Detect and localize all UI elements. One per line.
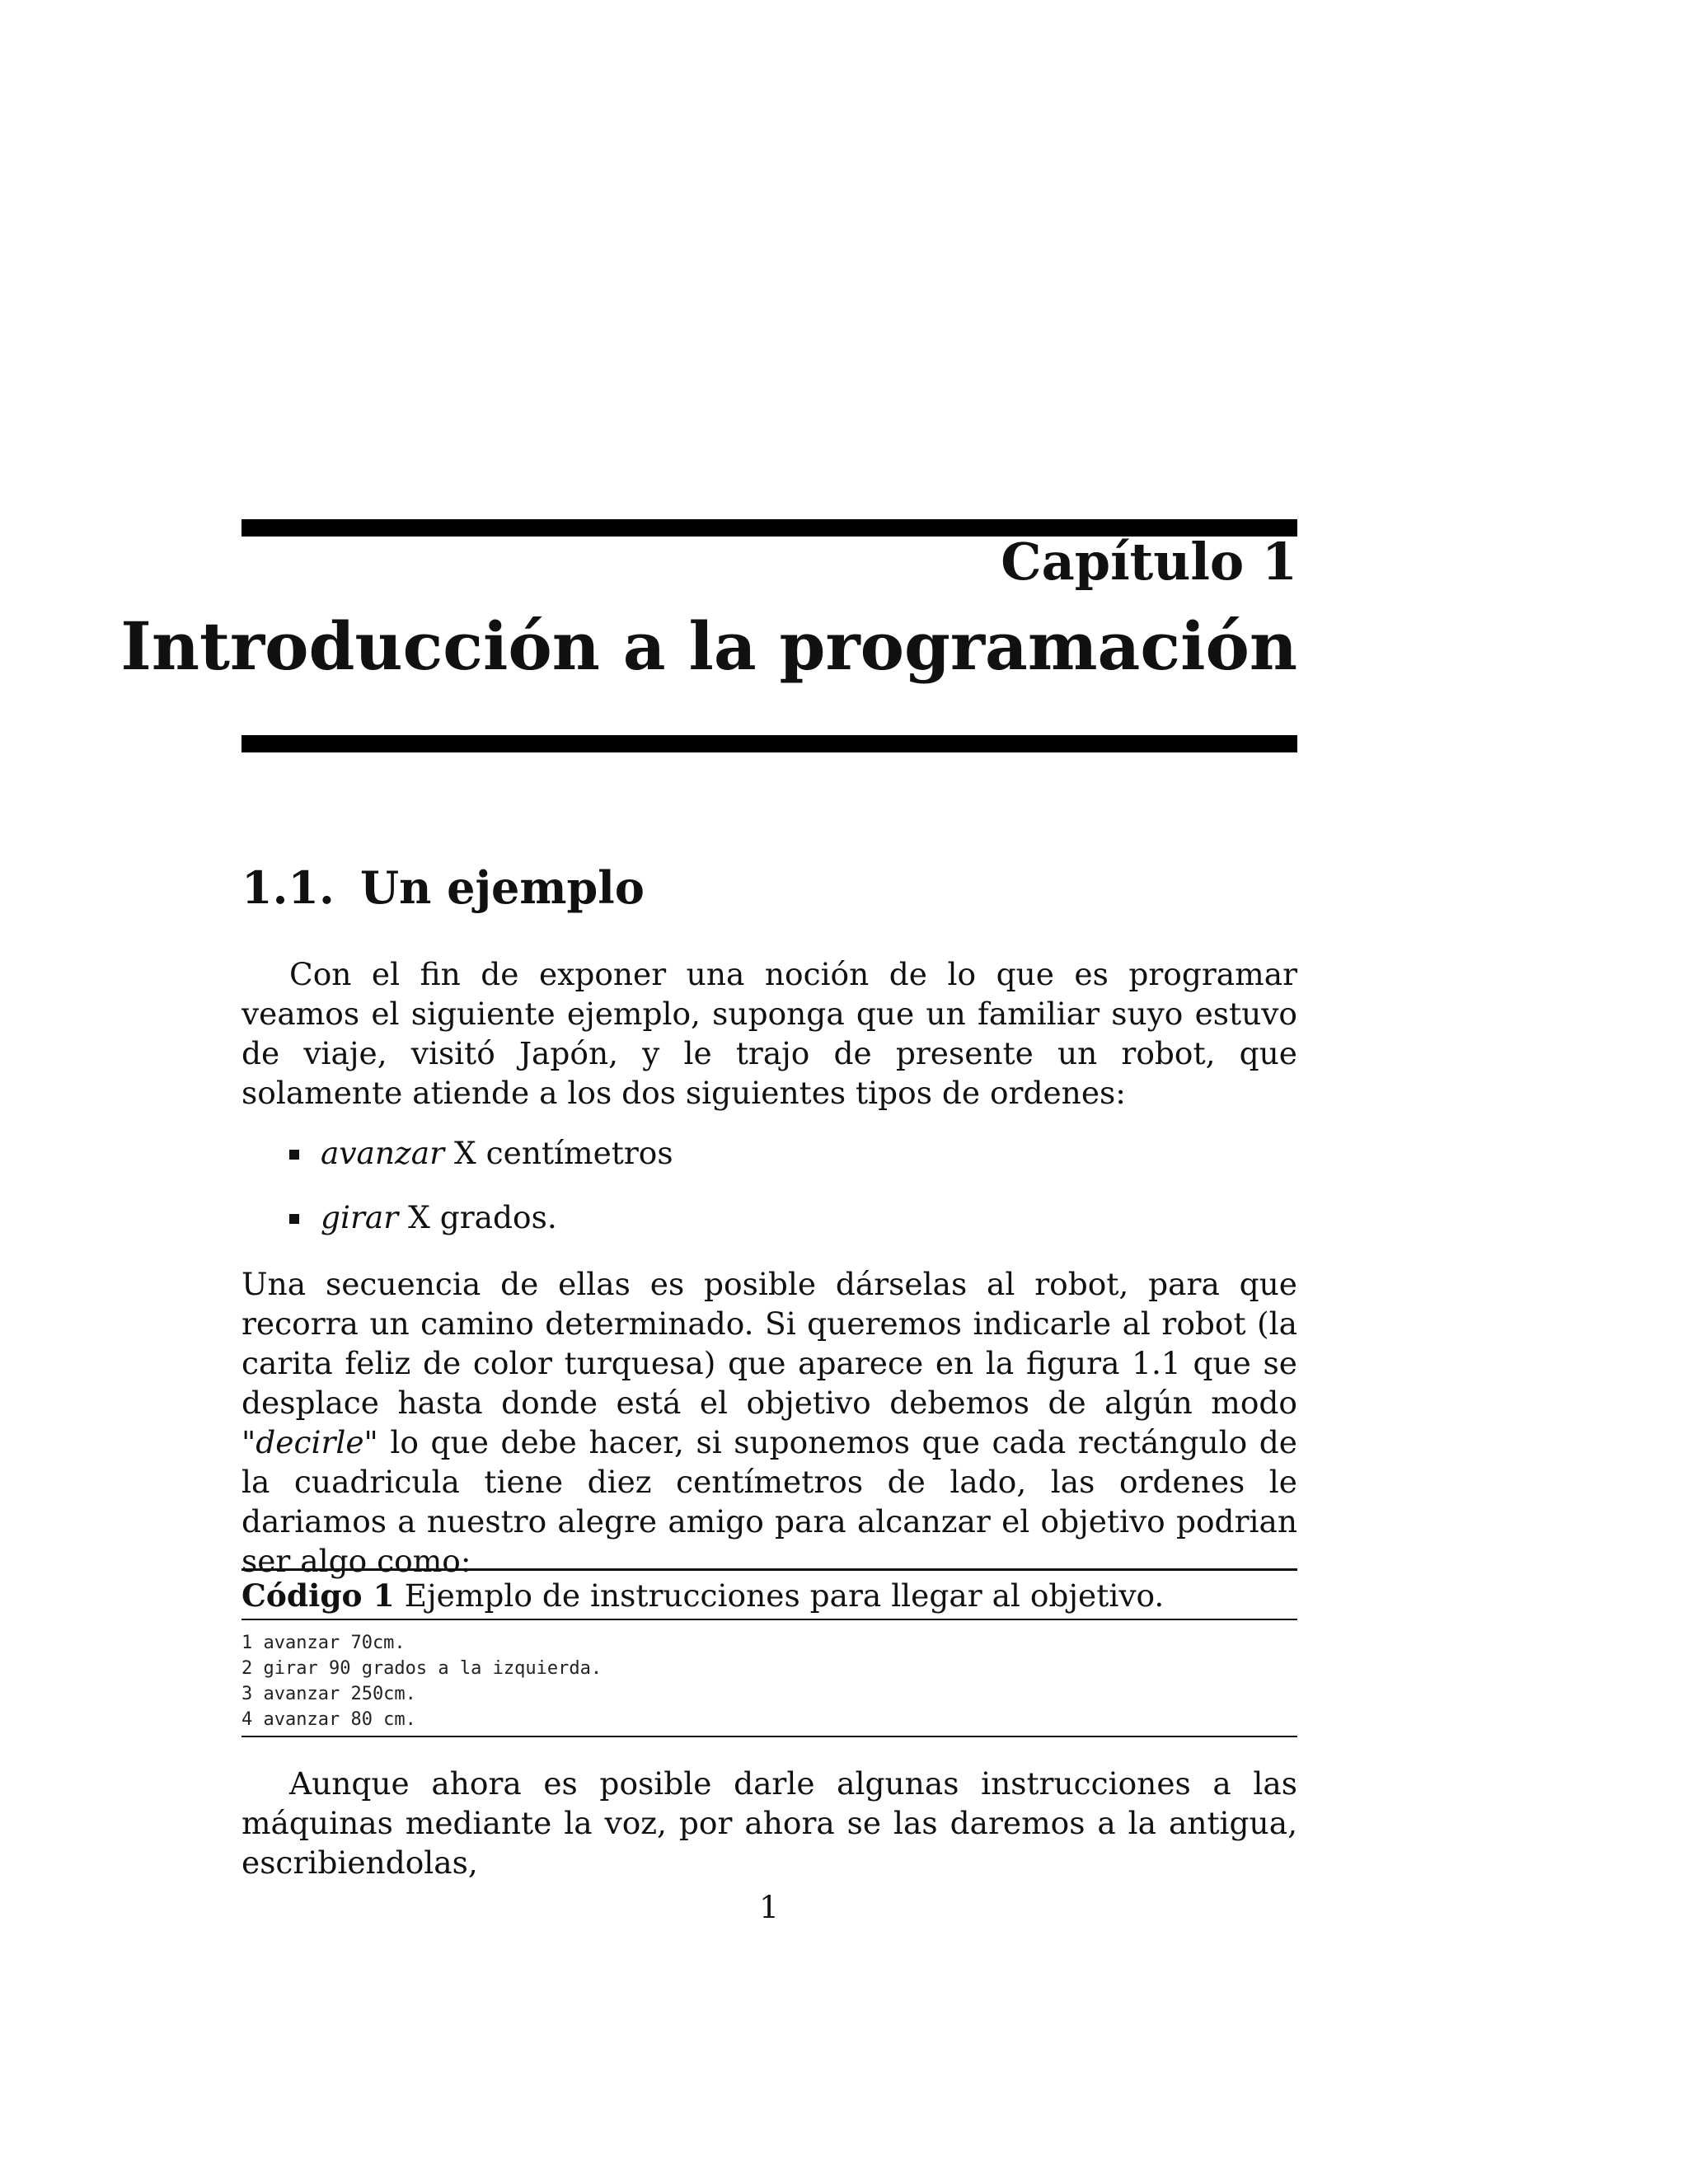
code-listing xyxy=(241,1568,1297,1737)
code-line: 2 girar 90 grados a la izquierda. xyxy=(241,1658,603,1679)
bullet-text: X grados. xyxy=(398,1199,557,1235)
code-line: 1 avanzar 70cm. xyxy=(241,1633,406,1653)
paragraph-intro: Con el fin de exponer una noción de lo que es programar veamos el siguiente ejemplo, suponga que un familiar suyo estuvo de viaje, visitó Japón, y le trajo de presente un robot, que solamente atiende a los dos siguientes tipos de ordenes: xyxy=(241,956,1297,1111)
section-title: Un ejemplo xyxy=(360,861,645,914)
code-line: 4 avanzar 80 cm. xyxy=(241,1709,416,1730)
bullet-keyword: avanzar xyxy=(321,1135,445,1171)
list-item xyxy=(241,1197,1297,1237)
emphasis-decirle: "decirle" xyxy=(241,1424,378,1460)
section-number: 1.1. xyxy=(241,861,335,914)
list-item xyxy=(241,1133,1297,1173)
paragraph-sequence xyxy=(241,1264,1297,1581)
chapter-label: Capítulo 1 xyxy=(1001,532,1297,592)
code-caption-text: Ejemplo de instrucciones para llegar al objetivo. xyxy=(394,1577,1165,1614)
code-caption xyxy=(241,1571,1297,1620)
code-line: 3 avanzar 250cm. xyxy=(241,1684,416,1704)
code-lines xyxy=(241,1620,1297,1737)
page-number: 1 xyxy=(759,1889,779,1925)
code-caption-label: Código 1 xyxy=(241,1577,395,1614)
paragraph-closing: Aunque ahora es posible darle algunas instrucciones a las máquinas mediante la voz, por ahora se las daremos a la antigua, escribiendolas, xyxy=(241,1765,1297,1881)
section-heading xyxy=(241,861,645,915)
chapter-rule-bottom xyxy=(241,735,1297,752)
bullet-text: X centímetros xyxy=(444,1135,673,1171)
paragraph-sequence-part2: lo que debe hacer, si suponemos que cada rectángulo de la cuadricula tiene diez centímetros de lado, las ordenes le dariamos a nuestro alegre amigo para alcanzar el objetivo podrian ser algo como: xyxy=(241,1424,1297,1579)
square-bullet-icon xyxy=(289,1150,299,1160)
chapter-title: Introducción a la programación xyxy=(120,607,1297,685)
square-bullet-icon xyxy=(289,1214,299,1224)
paragraph-sequence-part1: Una secuencia de ellas es posible dárselas al robot, para que recorra un camino determinado. Si queremos indicarle al robot (la carita feliz de color turquesa) que aparece en la figura 1.1 que se desplace hasta donde está el objetivo debemos de algún modo xyxy=(241,1266,1297,1421)
order-types-list xyxy=(241,1133,1297,1262)
bullet-keyword: girar xyxy=(321,1199,399,1235)
